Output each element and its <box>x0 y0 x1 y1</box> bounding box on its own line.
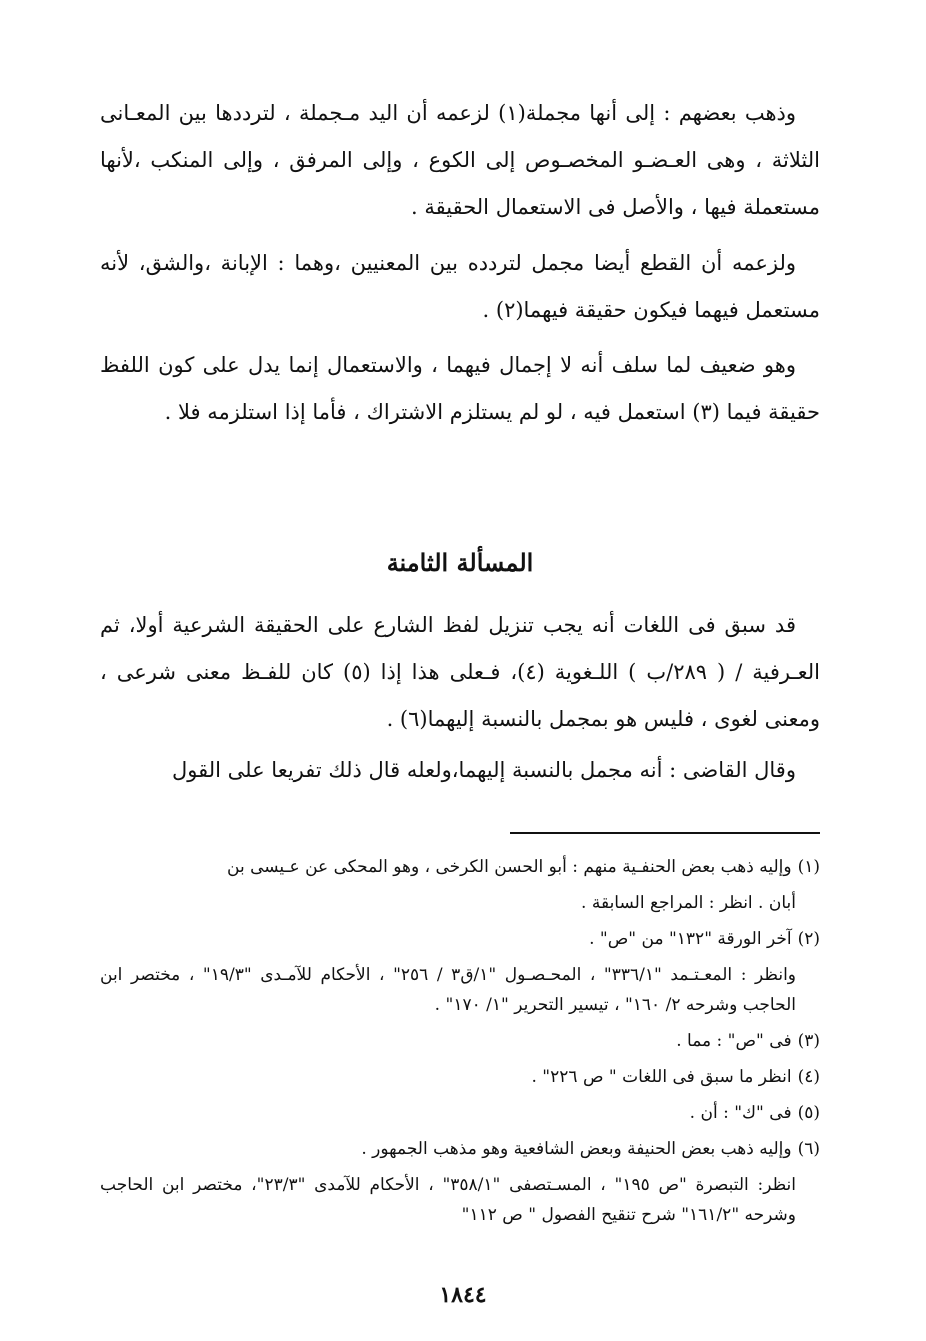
paragraph-3-text: وهو ضعيف لما سلف أنه لا إجمال فيهما ، والاستعمال إنما يدل على كون اللفظ حقيقة فيما (٣) استعمل فيه ، لو لم يستلزم الاشتراك ، فأما إذا استلزمه فلا . <box>100 353 820 424</box>
footnote-number: (٦) <box>797 1139 820 1159</box>
paragraph-3 <box>100 342 820 436</box>
footnote-1 <box>100 852 820 882</box>
paragraph-1 <box>100 90 820 231</box>
footnote-text: وإليه ذهب بعض الحنيفة وبعض الشافعية وهو مذهب الجمهور . <box>361 1139 792 1159</box>
footnote-text: وإليه ذهب بعض الحنفـية منهم : أبو الحسن الكرخى ، وهو المحكى عن عـيسى بن <box>227 857 792 877</box>
footnote-2-continuation: وانظر : المعـتـمد "٣٣٦/١" ، المحـصـول "١/ق٣ / ٢٥٦" ، الأحكام للآمـدى "١٩/٣" ، مختصر ابن الحاجب وشرحه ٢/ ١٦٠" ، تيسير التحرير "١/ ١٧٠" . <box>100 965 796 1015</box>
footnote-text: فى "ص" : مما . <box>676 1031 792 1051</box>
footnote-1-continuation: أبان . انظر : المراجع السابقة . <box>581 893 796 913</box>
section-paragraph-1-text: قد سبق فى اللغات أنه يجب تنزيل لفظ الشارع على الحقيقة الشرعية أولا، ثم العـرفية / ( ٢٨٩/ب ) اللـغوية (٤)، فـعلى هذا إذا (٥) كان للفـظ معنى شرعى ، ومعنى لغوى ، فليس هو بمجمل بالنسبة إليهما(٦) . <box>100 613 820 731</box>
footnote-6-continuation: انظر: التبصرة "ص ١٩٥" ، المسـتصفى "٣٥٨/١" ، الأحكام للآمدى "٢٣/٣"، مختصر ابن الحاجب وشرحه "١٦١/٢" شرح تنقيح الفصول " ص ١١٢" <box>100 1175 796 1225</box>
section-heading: المسألة الثامنة <box>386 548 534 577</box>
paragraph-2 <box>100 240 820 334</box>
footnote-text: انظر ما سبق فى اللغات " ص ٢٢٦" . <box>531 1067 792 1087</box>
footnote-number: (٥) <box>797 1103 820 1123</box>
footnote-text: فى "ك" : أن . <box>689 1103 792 1123</box>
page-number: ١٨٤٤ <box>439 1282 487 1308</box>
footnote-4 <box>100 1062 820 1092</box>
footnote-6 <box>100 1134 820 1164</box>
section-paragraph-1 <box>100 602 820 743</box>
footnote-3 <box>100 1026 820 1056</box>
section-paragraph-2 <box>100 747 820 794</box>
paragraph-2-text: ولزعمه أن القطع أيضا مجمل لتردده بين المعنيين ،وهما : الإبانة ،والشق، لأنه مستعمل فيهما فيكون حقيقة فيهما(٢) . <box>100 251 820 322</box>
footnote-text: آخر الورقة "١٣٢" من "ص" . <box>589 929 792 949</box>
footnote-number: (١) <box>797 857 820 877</box>
footnote-5 <box>100 1098 820 1128</box>
footnote-number: (٢) <box>797 929 820 949</box>
section-paragraph-2-text: وقال القاضى : أنه مجمل بالنسبة إليهما،ولعله قال ذلك تفريعا على القول <box>172 758 796 782</box>
paragraph-1-text: وذهب بعضهم : إلى أنها مجملة(١) لزعمه أن اليد مـجملة ، لترددها بين المعـانى الثلاثة ، وهى العـضـو المخصـوص إلى الكوع ، وإلى المرفق ، وإلى المنكب ،لأنها مستعملة فيها ، والأصل فى الاستعمال الحقيقة . <box>100 101 820 219</box>
footnote-number: (٤) <box>797 1067 820 1087</box>
footnote-number: (٣) <box>797 1031 820 1051</box>
footnotes-section <box>100 852 820 1236</box>
footnote-separator <box>510 832 820 834</box>
footnote-2 <box>100 924 820 954</box>
